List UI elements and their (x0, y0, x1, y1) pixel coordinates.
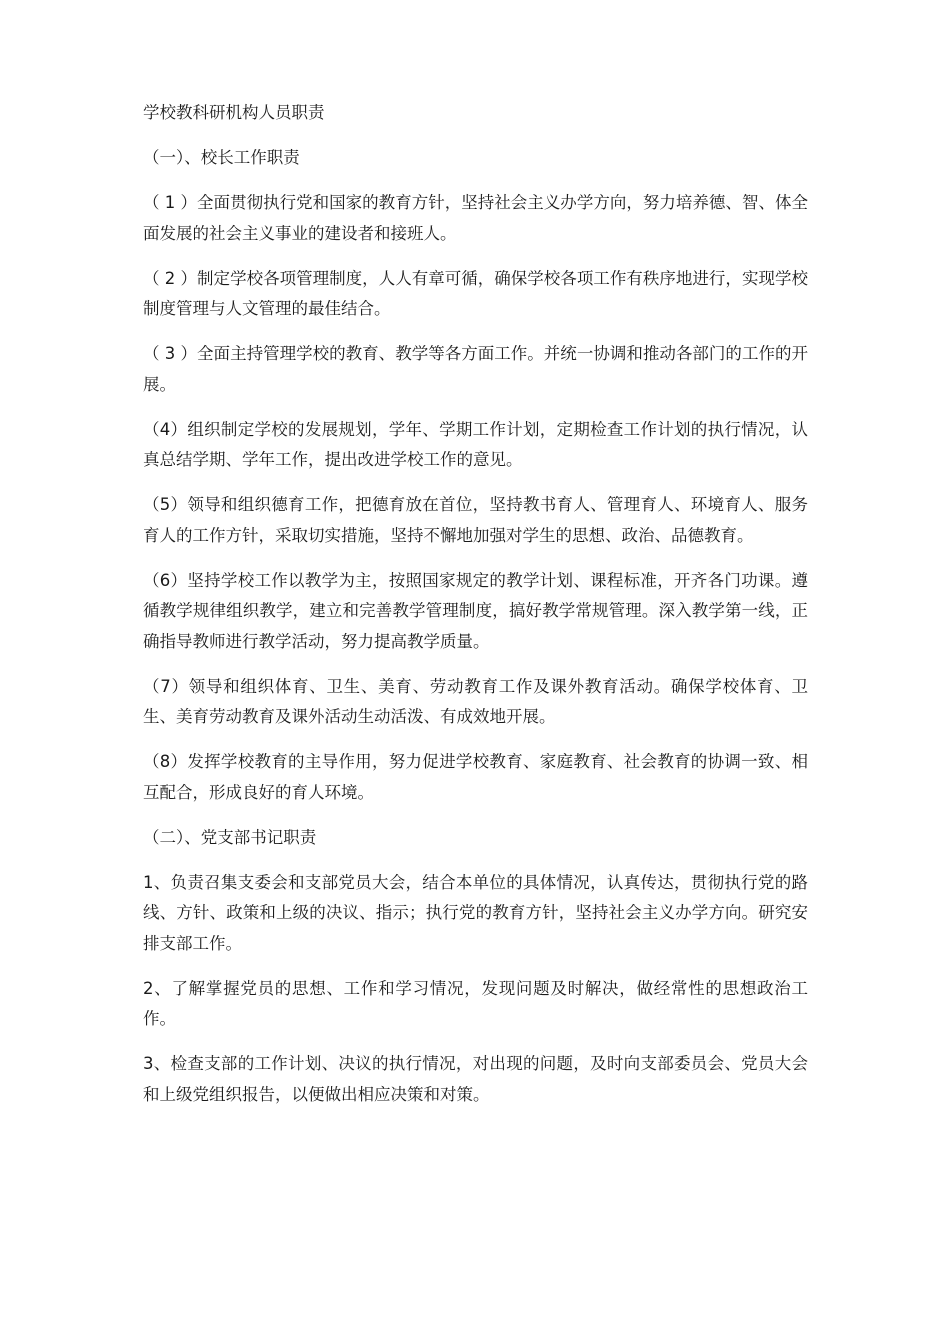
paragraph: （ 2 ）制定学校各项管理制度，人人有章可循，确保学校各项工作有秩序地进行，实现学校制度管理与人文管理的最佳结合。 (143, 268, 808, 318)
section-heading-party-secretary: （二）、党支部书记职责 (143, 827, 317, 847)
paragraph: （6）坚持学校工作以教学为主，按照国家规定的教学计划、课程标准，开齐各门功课。遵循教学规律组织教学，建立和完善教学管理制度，搞好教学常规管理。深入教学第一线，正确指导教师进行教学活动，努力提高教学质量。 (143, 570, 808, 651)
paragraph: （5）领导和组织德育工作，把德育放在首位，坚持教书育人、管理育人、环境育人、服务育人的工作方针，采取切实措施，坚持不懈地加强对学生的思想、政治、品德教育。 (143, 495, 808, 545)
paragraph: （4）组织制定学校的发展规划，学年、学期工作计划，定期检查工作计划的执行情况，认真总结学期、学年工作，提出改进学校工作的意见。 (143, 419, 808, 469)
paragraph: （ 3 ）全面主持管理学校的教育、教学等各方面工作。并统一协调和推动各部门的工作的开展。 (143, 344, 808, 394)
section-heading-principal: （一）、校长工作职责 (143, 148, 300, 167)
paragraph: （8）发挥学校教育的主导作用，努力促进学校教育、家庭教育、社会教育的协调一致、相互配合，形成良好的育人环境。 (143, 752, 808, 802)
paragraph: 2、了解掌握党员的思想、工作和学习情况，发现问题及时解决，做经常性的思想政治工作。 (143, 978, 808, 1028)
paragraph: （7）领导和组织体育、卫生、美育、劳动教育工作及课外教育活动。确保学校体育、卫生、美育劳动教育及课外活动生动活泼、有成效地开展。 (143, 676, 808, 726)
paragraph: （ 1 ）全面贯彻执行党和国家的教育方针，坚持社会主义办学方向，努力培养德、智、体全面发展的社会主义事业的建设者和接班人。 (143, 193, 808, 243)
paragraph: 3、检查支部的工作计划、决议的执行情况，对出现的问题，及时向支部委员会、党员大会和上级党组织报告，以便做出相应决策和对策。 (143, 1054, 808, 1104)
document-body (143, 98, 808, 1125)
document-title: 学校教科研机构人员职责 (143, 103, 325, 122)
paragraph: 1、负责召集支委会和支部党员大会，结合本单位的具体情况，认真传达，贯彻执行党的路线、方针、政策和上级的决议、指示；执行党的教育方针，坚持社会主义办学方向。研究安排支部工作。 (143, 872, 808, 953)
